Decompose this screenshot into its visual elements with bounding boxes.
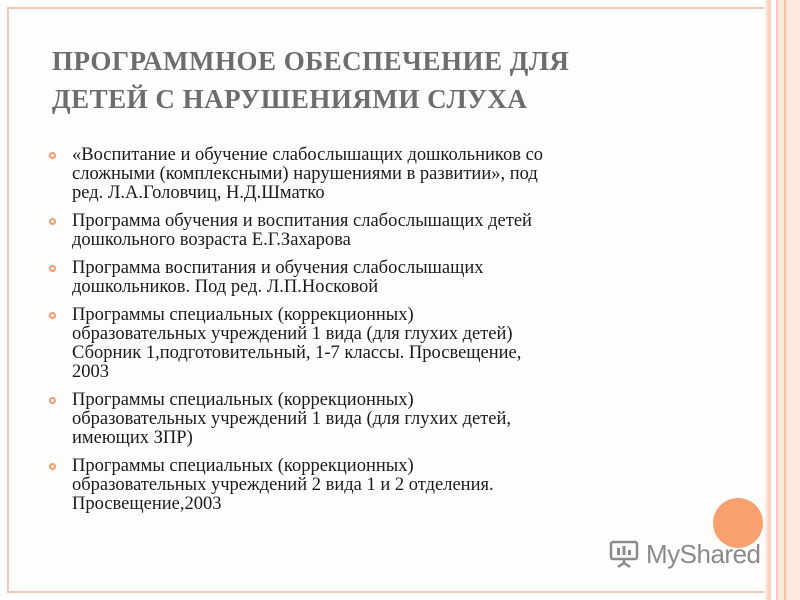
list-item-line: сложными (комплексными) нарушениями в развитии», под: [72, 164, 538, 184]
bullet-icon: [49, 152, 56, 159]
list-item-line: образовательных учреждений 1 вида (для глухих детей,: [72, 409, 512, 429]
list-item-line: Программа обучения и воспитания слабослышащих детей: [72, 211, 532, 231]
list-item-line: Программы специальных (коррекционных): [72, 456, 414, 476]
decorative-side-band: [764, 0, 800, 600]
watermark-text: MyShared: [646, 538, 761, 569]
list-item-line: 2003: [72, 362, 109, 382]
slide-title-line: ДЕТЕЙ С НАРУШЕНИЯМИ СЛУХА: [52, 84, 528, 114]
list-item-line: ред. Л.А.Головчиц, Н.Д.Шматко: [72, 183, 325, 203]
list-item: [44, 306, 724, 382]
list-item-line: Программа воспитания и обучения слабослышащих: [72, 258, 484, 278]
list-item: [44, 391, 724, 448]
slide-title-line: ПРОГРАММНОЕ ОБЕСПЕЧЕНИЕ ДЛЯ: [52, 46, 570, 76]
watermark-logo: [608, 534, 761, 574]
bullet-icon: [49, 397, 56, 404]
list-item-line: дошкольного возраста Е.Г.Захарова: [72, 230, 351, 250]
decorative-side-line: [784, 0, 786, 600]
list-item-line: Программы специальных (коррекционных): [72, 305, 414, 325]
list-item: [44, 259, 724, 297]
list-item: [44, 212, 724, 250]
list-item-line: дошкольников. Под ред. Л.П.Носковой: [72, 277, 379, 297]
slide-title: [52, 42, 732, 118]
list-item-line: имеющих ЗПР): [72, 428, 193, 448]
list-item-line: образовательных учреждений 1 вида (для глухих детей): [72, 324, 513, 344]
bullet-icon: [49, 463, 56, 470]
list-item-line: Программы специальных (коррекционных): [72, 390, 414, 410]
list-item: [44, 457, 724, 514]
list-item-line: «Воспитание и обучение слабослышащих дошкольников со: [72, 145, 544, 165]
list-item-line: Сборник 1,подготовительный, 1-7 классы. Просвещение,: [72, 343, 522, 363]
bullet-icon: [49, 312, 56, 319]
bullet-icon: [49, 265, 56, 272]
list-item: [44, 146, 724, 203]
list-item-line: образовательных учреждений 2 вида 1 и 2 отделения.: [72, 475, 494, 495]
bullet-icon: [49, 218, 56, 225]
program-list: [44, 146, 724, 523]
list-item-line: Просвещение,2003: [72, 494, 222, 514]
presentation-board-icon: [608, 538, 640, 570]
